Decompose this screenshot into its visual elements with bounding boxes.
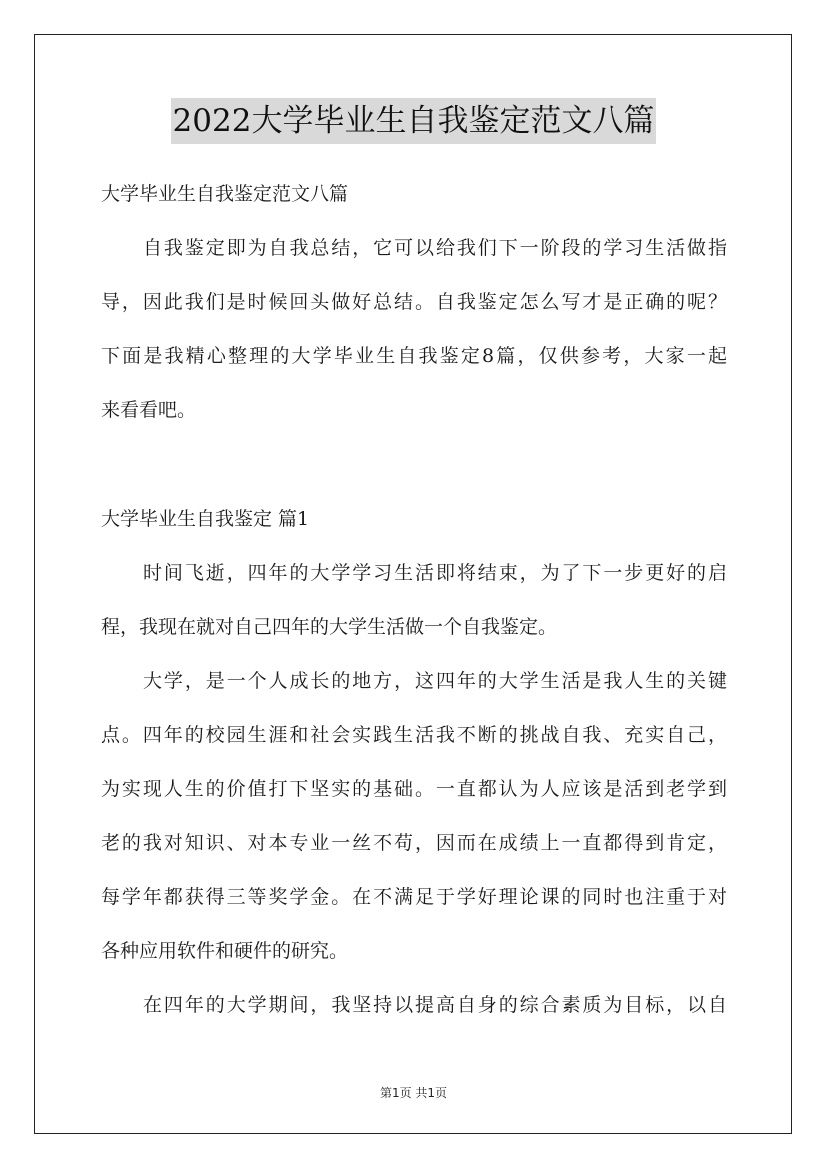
- intro-line: 来看看吧。: [101, 399, 197, 421]
- paragraph-line: 在四年的大学期间，我坚持以提高自身的综合素质为目标，以自: [143, 994, 727, 1016]
- paragraph-line: 老的我对知识、对本专业一丝不苟，因而在成绩上一直都得到肯定，: [101, 832, 727, 854]
- section-heading: 大学毕业生自我鉴定 篇1: [101, 508, 310, 530]
- paragraph-line: 各种应用软件和硬件的研究。: [101, 940, 349, 962]
- paragraph-line: 点。四年的校园生涯和社会实践生活我不断的挑战自我、充实自己，: [101, 724, 727, 746]
- intro-line: 自我鉴定即为自我总结，它可以给我们下一阶段的学习生活做指: [143, 237, 727, 259]
- document-title: 2022大学毕业生自我鉴定范文八篇: [171, 98, 657, 144]
- page-footer: 第1页 共1页: [379, 1086, 448, 1100]
- paragraph-line: 程，我现在就对自己四年的大学生活做一个自我鉴定。: [101, 616, 558, 638]
- paragraph-line: 大学，是一个人成长的地方，这四年的大学生活是我人生的关键: [143, 670, 727, 692]
- title-container: [0, 98, 827, 144]
- paragraph-line: 每学年都获得三等奖学金。在不满足于学好理论课的同时也注重于对: [101, 886, 727, 908]
- intro-line: 下面是我精心整理的大学毕业生自我鉴定8篇，仅供参考，大家一起: [101, 345, 727, 367]
- subtitle: 大学毕业生自我鉴定范文八篇: [101, 183, 349, 205]
- intro-line: 导，因此我们是时候回头做好总结。自我鉴定怎么写才是正确的呢？: [101, 291, 727, 313]
- paragraph-line: 时间飞逝，四年的大学学习生活即将结束，为了下一步更好的启: [143, 562, 727, 584]
- paragraph-line: 为实现人生的价值打下坚实的基础。一直都认为人应该是活到老学到: [101, 778, 727, 800]
